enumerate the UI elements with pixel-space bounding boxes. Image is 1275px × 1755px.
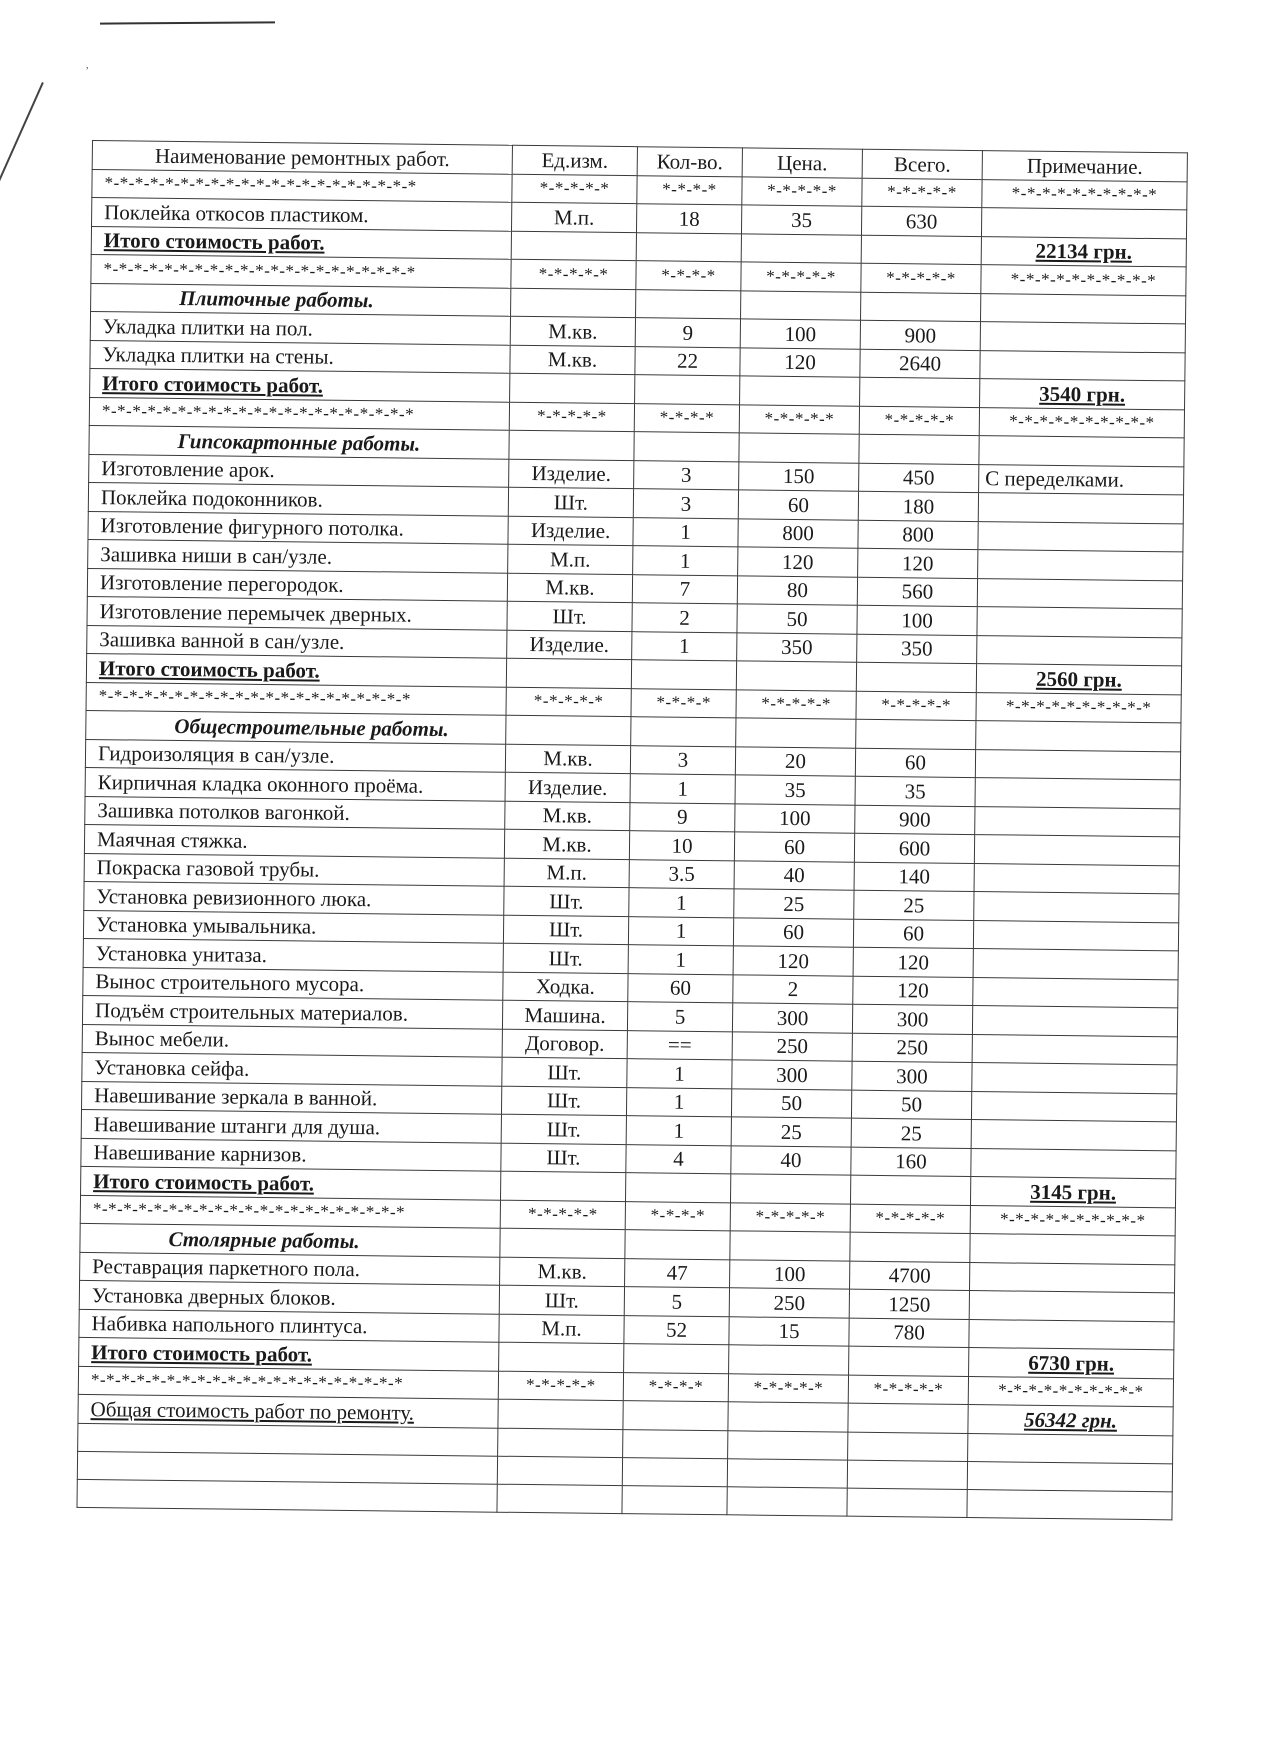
item-price: 300 bbox=[732, 1060, 852, 1090]
item-qty: 1 bbox=[629, 888, 734, 918]
item-qty: 3 bbox=[634, 460, 739, 490]
item-note bbox=[981, 208, 1186, 239]
item-note bbox=[975, 749, 1180, 780]
item-unit: М.п. bbox=[508, 544, 633, 574]
empty-cell bbox=[624, 1344, 729, 1374]
item-unit: М.кв. bbox=[504, 829, 629, 859]
item-name: Навешивание карнизов. bbox=[81, 1138, 501, 1171]
separator-cell: *-*-*-*-* bbox=[736, 689, 856, 719]
item-price: 15 bbox=[729, 1316, 849, 1346]
separator-cell: *-*-*-*-* bbox=[511, 259, 636, 289]
item-unit: Ходка. bbox=[503, 972, 628, 1002]
item-note bbox=[975, 806, 1180, 837]
empty-cell bbox=[970, 1234, 1175, 1265]
empty-cell bbox=[511, 288, 636, 318]
empty-cell bbox=[511, 231, 636, 261]
separator-cell: *-*-*-*-* bbox=[739, 404, 859, 434]
item-note bbox=[977, 607, 1182, 638]
empty-cell bbox=[850, 1175, 970, 1205]
item-total: 140 bbox=[854, 862, 974, 892]
header-total: Всего. bbox=[862, 149, 982, 179]
section-title: Столярные работы. bbox=[80, 1223, 500, 1256]
item-price: 250 bbox=[729, 1288, 849, 1318]
separator-cell: *-*-*-*-*-*-*-*-*-* bbox=[968, 1376, 1173, 1407]
item-unit: М.п. bbox=[499, 1314, 624, 1344]
empty-cell bbox=[497, 1484, 622, 1513]
subtotal-value: 3540 грн. bbox=[980, 379, 1185, 410]
item-name: Установка дверных блоков. bbox=[79, 1280, 499, 1313]
item-unit: Машина. bbox=[502, 1000, 627, 1030]
separator-cell: *-*-*-* bbox=[637, 175, 742, 205]
item-qty: 9 bbox=[630, 802, 735, 832]
empty-cell bbox=[506, 715, 631, 745]
item-price: 40 bbox=[731, 1145, 851, 1175]
item-price: 120 bbox=[738, 547, 858, 577]
empty-cell bbox=[636, 289, 741, 319]
item-total: 1250 bbox=[849, 1289, 969, 1319]
separator-cell: *-*-*-*-* bbox=[859, 406, 979, 436]
item-unit: М.кв. bbox=[507, 573, 632, 603]
item-qty: 18 bbox=[636, 204, 741, 234]
item-note bbox=[975, 778, 1180, 809]
section-title: Плиточные работы. bbox=[91, 283, 511, 316]
item-unit: Шт. bbox=[507, 601, 632, 631]
item-unit: М.кв. bbox=[510, 316, 635, 346]
separator-cell: *-*-*-*-* bbox=[741, 262, 861, 292]
item-qty: 3 bbox=[633, 489, 738, 519]
item-qty: 10 bbox=[629, 831, 734, 861]
item-name: Гидроизоляция в сан/узле. bbox=[85, 739, 505, 772]
item-total: 560 bbox=[857, 577, 977, 607]
separator-cell: *-*-*-* bbox=[636, 261, 741, 291]
item-name: Покраска газовой трубы. bbox=[84, 853, 504, 886]
empty-cell bbox=[498, 1399, 623, 1429]
item-note bbox=[978, 550, 1183, 581]
item-unit: М.п. bbox=[504, 858, 629, 888]
item-price: 25 bbox=[731, 1117, 851, 1147]
item-note bbox=[973, 949, 1178, 980]
empty-cell bbox=[979, 436, 1184, 467]
item-price: 100 bbox=[740, 319, 860, 349]
empty-cell bbox=[634, 432, 739, 462]
item-name: Укладка плитки на пол. bbox=[90, 311, 510, 344]
item-price: 250 bbox=[732, 1031, 852, 1061]
separator-cell: *-*-*-*-*-*-*-*-*-* bbox=[979, 407, 1184, 438]
item-price: 50 bbox=[737, 604, 857, 634]
item-total: 630 bbox=[861, 206, 981, 236]
empty-cell bbox=[741, 233, 861, 263]
item-price: 40 bbox=[734, 860, 854, 890]
item-unit: Договор. bbox=[502, 1029, 627, 1059]
item-note bbox=[973, 920, 1178, 951]
item-name: Навешивание штанги для душа. bbox=[81, 1109, 501, 1142]
item-name: Укладка плитки на стены. bbox=[90, 340, 510, 373]
empty-cell bbox=[622, 1457, 727, 1486]
item-name: Зашивка ванной в сан/узле. bbox=[87, 625, 507, 658]
item-price: 20 bbox=[735, 746, 855, 776]
item-price: 100 bbox=[730, 1259, 850, 1289]
item-total: 780 bbox=[849, 1318, 969, 1348]
separator-cell: *-*-*-* bbox=[625, 1201, 730, 1231]
separator-cell: *-*-*-*-* bbox=[728, 1373, 848, 1403]
item-total: 600 bbox=[854, 833, 974, 863]
item-price: 300 bbox=[732, 1003, 852, 1033]
empty-cell bbox=[498, 1428, 623, 1457]
item-note bbox=[977, 578, 1182, 609]
item-qty: 7 bbox=[632, 574, 737, 604]
empty-cell bbox=[499, 1342, 624, 1372]
separator-cell: *-*-*-*-* bbox=[509, 402, 634, 432]
item-name: Вынос мебели. bbox=[82, 1024, 502, 1057]
item-price: 350 bbox=[737, 632, 857, 662]
item-total: 50 bbox=[851, 1090, 971, 1120]
empty-cell bbox=[967, 1489, 1172, 1519]
empty-cell bbox=[968, 1433, 1173, 1463]
section-title: Общестроительные работы. bbox=[86, 710, 506, 743]
item-qty: 1 bbox=[633, 517, 738, 547]
item-note bbox=[973, 977, 1178, 1008]
empty-cell bbox=[847, 1460, 967, 1489]
empty-cell bbox=[861, 235, 981, 265]
separator-cell: *-*-*-*-* bbox=[500, 1200, 625, 1230]
item-name: Кирпичная кладка оконного проёма. bbox=[85, 767, 505, 800]
separator-cell: *-*-*-*-* bbox=[730, 1202, 850, 1232]
item-qty: 1 bbox=[630, 774, 735, 804]
item-note bbox=[980, 350, 1185, 381]
item-price: 120 bbox=[733, 946, 853, 976]
empty-cell bbox=[728, 1430, 848, 1459]
item-total: 350 bbox=[857, 634, 977, 664]
separator-cell: *-*-*-*-* bbox=[862, 178, 982, 208]
empty-cell bbox=[849, 1346, 969, 1376]
item-name: Зашивка ниши в сан/узле. bbox=[88, 539, 508, 572]
separator-cell: *-*-*-*-*-*-*-*-*-*-*-*-*-*-*-*-*-*-*-*-* bbox=[80, 1195, 500, 1228]
item-total: 120 bbox=[853, 947, 973, 977]
separator-cell: *-*-*-*-*-*-*-*-*-* bbox=[982, 179, 1187, 210]
subtotal-label: Итого стоимость работ. bbox=[91, 226, 511, 259]
item-note bbox=[972, 1034, 1177, 1065]
empty-cell bbox=[848, 1403, 968, 1433]
item-price: 60 bbox=[738, 490, 858, 520]
separator-cell: *-*-*-*-*-*-*-*-*-*-*-*-*-*-*-*-*-*-*-*-* bbox=[89, 397, 509, 430]
item-price: 100 bbox=[735, 803, 855, 833]
item-total: 900 bbox=[860, 320, 980, 350]
header-name: Наименование ремонтных работ. bbox=[92, 141, 512, 174]
subtotal-value: 22134 грн. bbox=[981, 236, 1186, 267]
empty-cell bbox=[625, 1173, 730, 1203]
item-unit: М.п. bbox=[511, 202, 636, 232]
item-qty: 60 bbox=[628, 973, 733, 1003]
item-name: Установка умывальника. bbox=[83, 910, 503, 943]
separator-cell: *-*-*-*-* bbox=[498, 1371, 623, 1401]
item-price: 80 bbox=[737, 575, 857, 605]
section-title: Гипсокартонные работы. bbox=[89, 425, 509, 458]
item-total: 2640 bbox=[860, 349, 980, 379]
item-qty: 1 bbox=[626, 1087, 731, 1117]
item-price: 35 bbox=[741, 205, 861, 235]
empty-cell bbox=[976, 721, 1181, 752]
header-qty: Кол-во. bbox=[637, 147, 742, 177]
empty-cell bbox=[736, 718, 856, 748]
item-qty: 2 bbox=[632, 603, 737, 633]
empty-cell bbox=[622, 1485, 727, 1514]
item-qty: 5 bbox=[627, 1002, 732, 1032]
item-note bbox=[971, 1120, 1176, 1151]
item-total: 60 bbox=[853, 919, 973, 949]
empty-cell bbox=[740, 376, 860, 406]
item-name: Набивка напольного плинтуса. bbox=[79, 1309, 499, 1342]
empty-cell bbox=[497, 1456, 622, 1485]
item-price: 120 bbox=[740, 347, 860, 377]
scan-speck: , bbox=[86, 60, 89, 71]
item-note bbox=[980, 322, 1185, 353]
item-price: 60 bbox=[733, 917, 853, 947]
separator-cell: *-*-*-*-*-*-*-*-*-*-*-*-*-*-*-*-*-*-*-*-* bbox=[91, 254, 511, 287]
empty-cell bbox=[728, 1402, 848, 1432]
item-name: Подъём строительных материалов. bbox=[82, 995, 502, 1028]
empty-cell bbox=[861, 292, 981, 322]
empty-cell bbox=[623, 1429, 728, 1458]
item-total: 300 bbox=[852, 1061, 972, 1091]
item-total: 900 bbox=[855, 805, 975, 835]
empty-cell bbox=[625, 1230, 730, 1260]
item-name: Изготовление арок. bbox=[89, 454, 509, 487]
item-qty: 3 bbox=[630, 745, 735, 775]
item-total: 120 bbox=[858, 548, 978, 578]
item-note bbox=[971, 1148, 1176, 1179]
item-name: Изготовление перегородок. bbox=[87, 568, 507, 601]
item-note bbox=[974, 863, 1179, 894]
empty-cell bbox=[847, 1488, 967, 1517]
empty-cell bbox=[980, 293, 1185, 324]
separator-cell: *-*-*-*-* bbox=[512, 174, 637, 204]
item-qty: 1 bbox=[627, 1059, 732, 1089]
empty-cell bbox=[727, 1486, 847, 1515]
item-name: Вынос строительного мусора. bbox=[83, 967, 503, 1000]
grand-total-label: Общая стоимость работ по ремонту. bbox=[78, 1394, 498, 1427]
item-unit: Шт. bbox=[508, 487, 633, 517]
item-qty: 1 bbox=[628, 916, 733, 946]
subtotal-label: Итого стоимость работ. bbox=[81, 1166, 501, 1199]
item-name: Поклейка подоконников. bbox=[88, 482, 508, 515]
item-qty: 1 bbox=[633, 546, 738, 576]
item-unit: Шт. bbox=[501, 1114, 626, 1144]
item-unit: Шт. bbox=[503, 943, 628, 973]
item-total: 160 bbox=[851, 1147, 971, 1177]
item-note bbox=[977, 635, 1182, 666]
item-qty: == bbox=[627, 1030, 732, 1060]
empty-cell bbox=[510, 373, 635, 403]
item-total: 25 bbox=[851, 1118, 971, 1148]
item-price: 50 bbox=[731, 1088, 851, 1118]
item-qty: 4 bbox=[626, 1144, 731, 1174]
item-price: 35 bbox=[735, 775, 855, 805]
empty-cell bbox=[741, 290, 861, 320]
item-note bbox=[969, 1291, 1174, 1322]
empty-cell bbox=[635, 375, 740, 405]
empty-cell bbox=[850, 1232, 970, 1262]
item-unit: Шт. bbox=[503, 915, 628, 945]
item-price: 60 bbox=[734, 832, 854, 862]
item-unit: Шт. bbox=[501, 1143, 626, 1173]
separator-cell: *-*-*-* bbox=[634, 403, 739, 433]
item-qty: 1 bbox=[632, 631, 737, 661]
item-unit: М.кв. bbox=[500, 1257, 625, 1287]
item-name: Навешивание зеркала в ванной. bbox=[82, 1081, 502, 1114]
empty-cell bbox=[77, 1479, 497, 1512]
item-total: 25 bbox=[854, 890, 974, 920]
empty-cell bbox=[500, 1228, 625, 1258]
item-unit: М.кв. bbox=[505, 744, 630, 774]
empty-cell bbox=[967, 1461, 1172, 1491]
separator-cell: *-*-*-*-*-*-*-*-*-*-*-*-*-*-*-*-*-*-*-*-* bbox=[92, 169, 512, 202]
empty-cell bbox=[631, 660, 736, 690]
empty-cell bbox=[636, 232, 741, 262]
separator-cell: *-*-*-*-* bbox=[742, 176, 862, 206]
item-price: 25 bbox=[734, 889, 854, 919]
item-name: Поклейка откосов пластиком. bbox=[92, 198, 512, 231]
item-total: 180 bbox=[858, 491, 978, 521]
item-unit: Изделие. bbox=[508, 516, 633, 546]
scan-edge-mark bbox=[100, 21, 275, 24]
item-unit: М.кв. bbox=[505, 801, 630, 831]
item-name: Установка ревизионного люка. bbox=[84, 881, 504, 914]
item-name: Установка сейфа. bbox=[82, 1052, 502, 1085]
item-qty: 9 bbox=[635, 318, 740, 348]
item-total: 450 bbox=[859, 463, 979, 493]
empty-cell bbox=[506, 658, 631, 688]
item-qty: 3.5 bbox=[629, 859, 734, 889]
item-note bbox=[974, 892, 1179, 923]
item-name: Зашивка потолков вагонкой. bbox=[85, 796, 505, 829]
item-qty: 47 bbox=[625, 1258, 730, 1288]
subtotal-value: 2560 грн. bbox=[976, 664, 1181, 695]
header-price: Цена. bbox=[742, 148, 862, 178]
item-note bbox=[974, 835, 1179, 866]
separator-cell: *-*-*-*-* bbox=[506, 687, 631, 717]
separator-cell: *-*-*-*-* bbox=[861, 263, 981, 293]
item-total: 300 bbox=[852, 1004, 972, 1034]
item-unit: Изделие. bbox=[505, 772, 630, 802]
separator-cell: *-*-*-*-* bbox=[850, 1204, 970, 1234]
item-name: Реставрация паркетного пола. bbox=[80, 1252, 500, 1285]
item-name: Изготовление перемычек дверных. bbox=[87, 596, 507, 629]
item-price: 2 bbox=[733, 974, 853, 1004]
estimate-sheet bbox=[76, 140, 1186, 1520]
item-unit: М.кв. bbox=[510, 345, 635, 375]
item-qty: 52 bbox=[624, 1315, 729, 1345]
subtotal-value: 3145 грн. bbox=[970, 1177, 1175, 1208]
item-unit: Шт. bbox=[502, 1057, 627, 1087]
empty-cell bbox=[859, 434, 979, 464]
empty-cell bbox=[727, 1458, 847, 1487]
item-note bbox=[978, 493, 1183, 524]
empty-cell bbox=[509, 430, 634, 460]
item-qty: 1 bbox=[626, 1116, 731, 1146]
separator-cell: *-*-*-*-* bbox=[848, 1375, 968, 1405]
item-total: 120 bbox=[853, 976, 973, 1006]
item-note bbox=[970, 1262, 1175, 1293]
empty-cell bbox=[501, 1171, 626, 1201]
empty-cell bbox=[739, 433, 859, 463]
item-unit: Шт. bbox=[499, 1285, 624, 1315]
separator-cell: *-*-*-* bbox=[623, 1372, 728, 1402]
item-name: Маячная стяжка. bbox=[84, 824, 504, 857]
item-unit: Шт. bbox=[504, 886, 629, 916]
item-name: Установка унитаза. bbox=[83, 938, 503, 971]
item-total: 60 bbox=[855, 748, 975, 778]
subtotal-label: Итого стоимость работ. bbox=[79, 1337, 499, 1370]
item-note: С переделками. bbox=[979, 464, 1184, 495]
item-total: 100 bbox=[857, 605, 977, 635]
separator-cell: *-*-*-*-* bbox=[856, 691, 976, 721]
empty-cell bbox=[736, 661, 856, 691]
item-name: Изготовление фигурного потолка. bbox=[88, 511, 508, 544]
item-unit: Шт. bbox=[501, 1086, 626, 1116]
item-price: 800 bbox=[738, 518, 858, 548]
item-unit: Изделие. bbox=[507, 630, 632, 660]
empty-cell bbox=[729, 1345, 849, 1375]
item-unit: Изделие. bbox=[509, 459, 634, 489]
item-total: 250 bbox=[852, 1033, 972, 1063]
item-total: 4700 bbox=[850, 1261, 970, 1291]
empty-cell bbox=[860, 377, 980, 407]
empty-cell bbox=[730, 1231, 850, 1261]
separator-cell: *-*-*-*-*-*-*-*-*-* bbox=[981, 265, 1186, 296]
grand-total-value: 56342 грн. bbox=[968, 1405, 1173, 1436]
empty-cell bbox=[856, 719, 976, 749]
repair-estimate-table bbox=[76, 140, 1187, 1520]
subtotal-value: 6730 грн. bbox=[969, 1348, 1174, 1379]
item-note bbox=[972, 1006, 1177, 1037]
item-total: 35 bbox=[855, 776, 975, 806]
empty-cell bbox=[631, 717, 736, 747]
item-price: 150 bbox=[739, 461, 859, 491]
empty-cell bbox=[730, 1174, 850, 1204]
empty-cell bbox=[848, 1432, 968, 1461]
empty-cell bbox=[623, 1401, 728, 1431]
separator-cell: *-*-*-*-*-*-*-*-*-* bbox=[976, 692, 1181, 723]
item-qty: 5 bbox=[624, 1287, 729, 1317]
scan-edge-mark bbox=[0, 82, 44, 220]
header-unit: Ед.изм. bbox=[512, 145, 637, 175]
item-note bbox=[972, 1063, 1177, 1094]
item-note bbox=[971, 1091, 1176, 1122]
item-note bbox=[969, 1319, 1174, 1350]
item-note bbox=[978, 521, 1183, 552]
header-note: Примечание. bbox=[982, 151, 1187, 182]
item-total: 800 bbox=[858, 520, 978, 550]
item-qty: 22 bbox=[635, 346, 740, 376]
separator-cell: *-*-*-* bbox=[631, 688, 736, 718]
subtotal-label: Итого стоимость работ. bbox=[90, 368, 510, 401]
empty-cell bbox=[856, 662, 976, 692]
separator-cell: *-*-*-*-*-*-*-*-*-*-*-*-*-*-*-*-*-*-*-*-* bbox=[78, 1366, 498, 1399]
separator-cell: *-*-*-*-*-*-*-*-*-*-*-*-*-*-*-*-*-*-*-*-* bbox=[86, 682, 506, 715]
subtotal-label: Итого стоимость работ. bbox=[86, 653, 506, 686]
separator-cell: *-*-*-*-*-*-*-*-*-* bbox=[970, 1205, 1175, 1236]
item-qty: 1 bbox=[628, 945, 733, 975]
